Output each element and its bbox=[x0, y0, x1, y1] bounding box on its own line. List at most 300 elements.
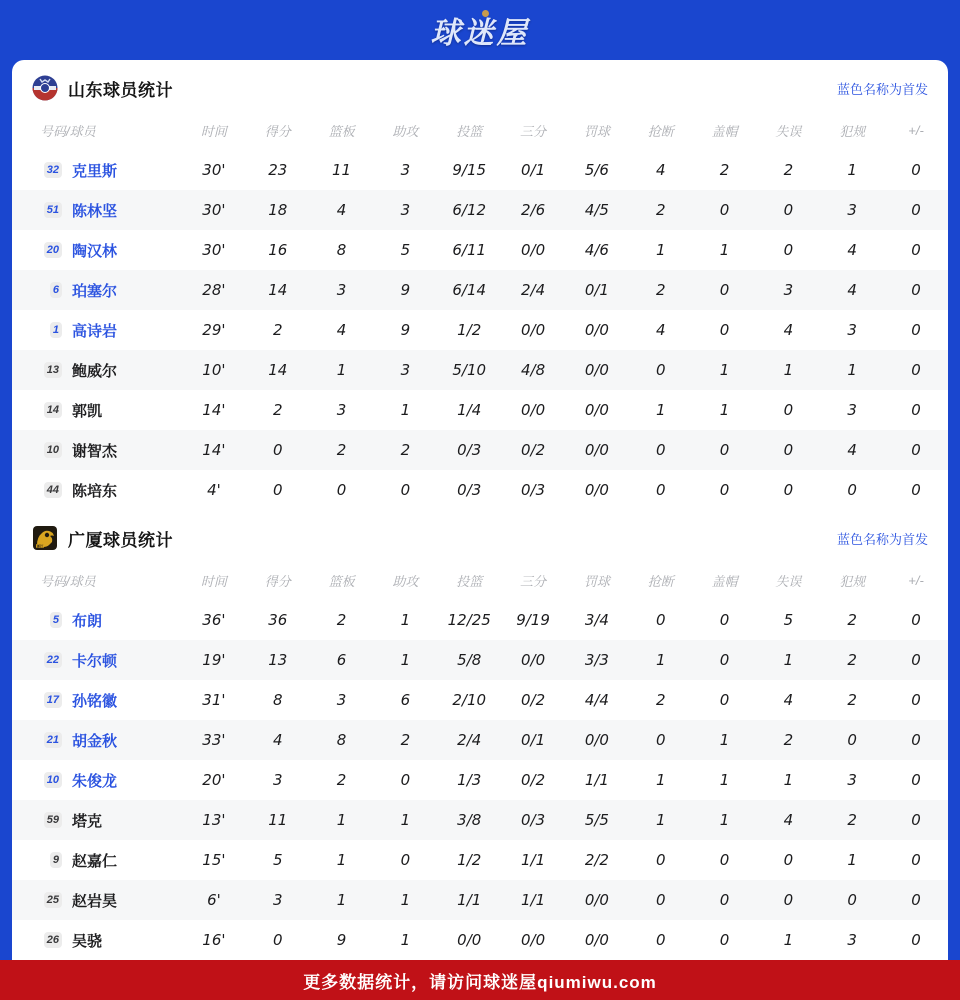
stat-value: 0 bbox=[719, 611, 730, 629]
stat-value: 5 bbox=[272, 851, 283, 869]
stat-value: 0 bbox=[783, 891, 794, 909]
player-row bbox=[12, 800, 948, 840]
player-name: 鲍威尔 bbox=[72, 362, 118, 380]
stat-value: 29' bbox=[202, 321, 226, 339]
stat-value: 0/0 bbox=[520, 241, 546, 259]
jersey-number-badge: 25 bbox=[44, 892, 62, 908]
stat-value: 36' bbox=[202, 611, 226, 629]
stat-value: 2 bbox=[655, 281, 666, 299]
stat-value: 16 bbox=[268, 241, 288, 259]
stat-value: 4 bbox=[655, 321, 666, 339]
stat-value: 0 bbox=[911, 201, 921, 219]
guangsha-team-logo bbox=[32, 525, 58, 551]
stat-value: 0 bbox=[911, 891, 921, 909]
stat-value: 0 bbox=[847, 891, 857, 909]
stat-value: 0 bbox=[783, 441, 794, 459]
stat-value: 1 bbox=[336, 851, 347, 869]
stat-value: 8 bbox=[336, 731, 347, 749]
jersey-number-badge: 17 bbox=[44, 692, 62, 708]
stat-value: 1 bbox=[655, 241, 666, 259]
stat-value: 23 bbox=[268, 161, 288, 179]
stat-value: 3/3 bbox=[584, 651, 609, 669]
stat-value: 0/0 bbox=[584, 731, 609, 749]
stat-value: 11 bbox=[332, 161, 352, 179]
stat-value: 0/0 bbox=[584, 931, 609, 949]
stat-value: 1 bbox=[400, 401, 411, 419]
player-row bbox=[12, 310, 948, 350]
stat-value: 0 bbox=[911, 771, 921, 789]
stat-value: 9/15 bbox=[452, 161, 487, 179]
player-name: 克里斯 bbox=[72, 162, 118, 180]
column-header: 罚球 bbox=[583, 573, 610, 589]
column-header: 号码/球员 bbox=[40, 123, 96, 139]
stat-value: 3 bbox=[847, 321, 857, 339]
starter-note: 蓝色名称为首发 bbox=[836, 81, 928, 97]
column-header: 失误 bbox=[775, 573, 802, 589]
stat-value: 0/0 bbox=[584, 891, 609, 909]
stat-value: 4 bbox=[655, 161, 666, 179]
stat-value: 36 bbox=[268, 611, 288, 629]
player-name: 郭凯 bbox=[72, 402, 103, 420]
stat-value: 0 bbox=[719, 321, 730, 339]
stat-value: 2 bbox=[847, 811, 857, 829]
stat-value: 3 bbox=[847, 201, 857, 219]
jersey-number-badge: 20 bbox=[44, 242, 62, 258]
jersey-number-badge: 9 bbox=[50, 852, 62, 868]
stat-value: 1 bbox=[400, 611, 411, 629]
stat-value: 3 bbox=[400, 201, 411, 219]
stat-value: 0 bbox=[783, 241, 794, 259]
stat-value: 2/10 bbox=[452, 691, 487, 709]
stat-value: 30' bbox=[202, 201, 226, 219]
stat-value: 1 bbox=[655, 811, 666, 829]
stat-value: 1/1 bbox=[520, 851, 546, 869]
brand-logo: 球迷屋 bbox=[430, 17, 530, 50]
jersey-number-badge: 13 bbox=[44, 362, 62, 378]
stat-value: 2 bbox=[272, 321, 283, 339]
stat-value: 0 bbox=[911, 611, 921, 629]
column-header-row bbox=[12, 110, 948, 150]
player-name: 赵嘉仁 bbox=[72, 852, 118, 870]
player-name: 赵岩昊 bbox=[72, 892, 118, 910]
column-header: 篮板 bbox=[328, 123, 355, 139]
jersey-number-badge: 10 bbox=[44, 442, 62, 458]
player-name: 陶汉林 bbox=[72, 242, 118, 260]
stat-value: 0 bbox=[719, 851, 730, 869]
stat-value: 20' bbox=[202, 771, 226, 789]
stat-value: 1 bbox=[719, 771, 730, 789]
stat-value: 1 bbox=[655, 401, 666, 419]
stat-value: 4 bbox=[336, 321, 347, 339]
stat-value: 0 bbox=[655, 361, 666, 379]
jersey-number-badge: 59 bbox=[44, 812, 62, 828]
jersey-number-badge: 26 bbox=[44, 932, 62, 948]
stat-value: 3 bbox=[783, 281, 794, 299]
stat-value: 1/1 bbox=[457, 891, 482, 909]
stat-value: 6 bbox=[336, 651, 347, 669]
stat-value: 0 bbox=[911, 731, 921, 749]
column-header: 得分 bbox=[264, 123, 291, 139]
stat-value: 1 bbox=[336, 361, 347, 379]
player-row bbox=[12, 760, 948, 800]
stat-value: 4/4 bbox=[584, 691, 609, 709]
stat-value: 2/4 bbox=[457, 731, 482, 749]
jersey-number-badge: 5 bbox=[50, 612, 62, 628]
stat-value: 3 bbox=[400, 361, 411, 379]
player-row bbox=[12, 840, 948, 880]
stat-value: 0 bbox=[911, 321, 921, 339]
column-header: 助攻 bbox=[392, 573, 419, 589]
stat-value: 14' bbox=[202, 441, 226, 459]
player-row bbox=[12, 880, 948, 920]
stat-value: 1 bbox=[847, 851, 857, 869]
stat-value: 1 bbox=[719, 401, 730, 419]
section-title: 广厦球员统计 bbox=[68, 530, 173, 550]
stat-value: 0/1 bbox=[584, 281, 609, 299]
stat-value: 33' bbox=[202, 731, 226, 749]
stat-value: 1 bbox=[719, 241, 730, 259]
column-header: 投篮 bbox=[456, 123, 483, 139]
stat-value: 0 bbox=[911, 851, 921, 869]
stat-value: 0 bbox=[911, 401, 921, 419]
stat-value: 0/2 bbox=[520, 441, 546, 459]
footer-promo-text: 更多数据统计，请访问球迷屋qiumiwu.com bbox=[303, 972, 657, 992]
stat-value: 2/2 bbox=[584, 851, 609, 869]
column-header: +/- bbox=[908, 122, 924, 138]
stat-value: 0/0 bbox=[584, 481, 609, 499]
stat-value: 0/1 bbox=[520, 161, 546, 179]
player-name: 吴骁 bbox=[72, 932, 103, 950]
stat-value: 1 bbox=[719, 811, 730, 829]
stat-value: 4/6 bbox=[584, 241, 609, 259]
player-name: 谢智杰 bbox=[72, 442, 118, 460]
stat-value: 0 bbox=[911, 931, 921, 949]
stat-value: 0/0 bbox=[520, 651, 546, 669]
column-header: 篮板 bbox=[328, 573, 355, 589]
jersey-number-badge: 32 bbox=[44, 162, 62, 178]
stat-value: 4/5 bbox=[584, 201, 609, 219]
column-header: 三分 bbox=[520, 123, 547, 139]
stat-value: 6 bbox=[400, 691, 411, 709]
stat-value: 0 bbox=[655, 611, 666, 629]
stat-value: 1 bbox=[783, 361, 794, 379]
stat-value: 0 bbox=[400, 771, 411, 789]
stat-value: 1 bbox=[847, 361, 857, 379]
stat-value: 2 bbox=[400, 441, 411, 459]
stat-value: 0/3 bbox=[520, 811, 546, 829]
stat-value: 0/0 bbox=[520, 401, 546, 419]
stat-value: 0 bbox=[719, 891, 730, 909]
stat-value: 0 bbox=[655, 851, 666, 869]
stat-value: 0 bbox=[655, 731, 666, 749]
player-name: 卡尔顿 bbox=[72, 652, 118, 670]
stat-value: 0 bbox=[783, 401, 794, 419]
stat-value: 1/2 bbox=[457, 321, 482, 339]
stat-value: 15' bbox=[202, 851, 226, 869]
stat-value: 3 bbox=[847, 401, 857, 419]
stat-value: 0 bbox=[719, 281, 730, 299]
stat-value: 0 bbox=[911, 651, 921, 669]
stat-value: 30' bbox=[202, 241, 226, 259]
player-row bbox=[12, 720, 948, 760]
player-row bbox=[12, 230, 948, 270]
stat-value: 9 bbox=[400, 281, 411, 299]
player-name: 孙铭徽 bbox=[72, 692, 118, 710]
stat-value: 0 bbox=[783, 481, 794, 499]
stat-value: 11 bbox=[268, 811, 288, 829]
stat-value: 2 bbox=[847, 651, 857, 669]
stat-value: 5 bbox=[783, 611, 794, 629]
stat-value: 14 bbox=[268, 281, 288, 299]
column-header: 罚球 bbox=[583, 123, 610, 139]
stat-value: 0 bbox=[783, 201, 794, 219]
stat-value: 19' bbox=[202, 651, 226, 669]
stat-value: 0 bbox=[719, 481, 730, 499]
stat-value: 2 bbox=[719, 161, 730, 179]
column-header: 助攻 bbox=[392, 123, 419, 139]
column-header: 时间 bbox=[200, 573, 227, 589]
stat-value: 2 bbox=[783, 731, 794, 749]
stat-value: 1/4 bbox=[457, 401, 482, 419]
stat-value: 3 bbox=[847, 931, 857, 949]
stat-value: 0 bbox=[911, 811, 921, 829]
stat-value: 5/10 bbox=[452, 361, 487, 379]
column-header: 抢断 bbox=[647, 573, 674, 589]
column-header: 号码/球员 bbox=[40, 573, 96, 589]
stat-value: 0/3 bbox=[520, 481, 546, 499]
player-name: 陈林坚 bbox=[72, 202, 118, 220]
stat-value: 0 bbox=[719, 651, 730, 669]
brand-ball-icon bbox=[482, 10, 489, 17]
stat-value: 0/0 bbox=[520, 931, 546, 949]
column-header: 犯规 bbox=[839, 123, 866, 139]
stat-value: 3 bbox=[272, 771, 283, 789]
stat-value: 6/12 bbox=[452, 201, 487, 219]
stat-value: 0 bbox=[655, 481, 666, 499]
stat-value: 0 bbox=[783, 851, 794, 869]
stat-value: 0 bbox=[911, 161, 921, 179]
app-footer bbox=[0, 960, 960, 1000]
stat-value: 4 bbox=[783, 691, 794, 709]
player-row bbox=[12, 350, 948, 390]
stat-value: 30' bbox=[202, 161, 226, 179]
stat-value: 6/11 bbox=[452, 241, 487, 259]
stat-value: 16' bbox=[202, 931, 226, 949]
stat-value: 0 bbox=[911, 281, 921, 299]
stat-value: 1/1 bbox=[520, 891, 546, 909]
jersey-number-badge: 22 bbox=[44, 652, 62, 668]
stat-value: 1 bbox=[783, 771, 794, 789]
stat-value: 0/0 bbox=[520, 321, 546, 339]
stat-value: 1 bbox=[783, 931, 794, 949]
stat-value: 4 bbox=[847, 441, 857, 459]
stat-value: 28' bbox=[202, 281, 226, 299]
stat-value: 9/19 bbox=[516, 611, 550, 629]
player-row bbox=[12, 680, 948, 720]
stat-value: 1 bbox=[336, 891, 347, 909]
stat-value: 1 bbox=[655, 771, 666, 789]
stat-value: 3 bbox=[336, 281, 347, 299]
player-stats-table bbox=[12, 560, 948, 960]
column-header: 投篮 bbox=[456, 573, 483, 589]
stat-value: 9 bbox=[336, 931, 347, 949]
player-row bbox=[12, 470, 948, 510]
stat-value: 0 bbox=[719, 691, 730, 709]
stat-value: 3 bbox=[336, 401, 347, 419]
stat-value: 0/0 bbox=[584, 441, 609, 459]
stat-value: 0 bbox=[911, 441, 921, 459]
stat-value: 0/3 bbox=[457, 481, 482, 499]
stat-value: 1/1 bbox=[584, 771, 609, 789]
player-row bbox=[12, 920, 948, 960]
player-row bbox=[12, 600, 948, 640]
player-name: 布朗 bbox=[72, 612, 103, 630]
jersey-number-badge: 14 bbox=[44, 402, 62, 418]
stat-value: 1 bbox=[719, 731, 730, 749]
stat-value: 2 bbox=[847, 691, 857, 709]
stat-value: 0 bbox=[847, 731, 857, 749]
stat-value: 3/4 bbox=[584, 611, 609, 629]
player-row bbox=[12, 390, 948, 430]
stat-value: 0 bbox=[400, 481, 411, 499]
stat-value: 2/4 bbox=[520, 281, 546, 299]
player-name: 胡金秋 bbox=[72, 732, 118, 750]
stat-value: 0/0 bbox=[584, 321, 609, 339]
stat-value: 13 bbox=[268, 651, 288, 669]
column-header: 盖帽 bbox=[711, 573, 738, 589]
stat-value: 2 bbox=[336, 771, 347, 789]
stat-value: 0 bbox=[911, 691, 921, 709]
guangsha-stats-section bbox=[12, 510, 948, 960]
player-row bbox=[12, 270, 948, 310]
stat-value: 9 bbox=[400, 321, 411, 339]
stat-value: 0 bbox=[400, 851, 411, 869]
player-name: 陈培东 bbox=[72, 482, 118, 500]
column-header: 犯规 bbox=[839, 573, 866, 589]
stat-value: 1/3 bbox=[457, 771, 482, 789]
stat-value: 2 bbox=[336, 441, 347, 459]
player-name: 塔克 bbox=[72, 812, 103, 830]
stat-value: 0 bbox=[272, 441, 283, 459]
player-name: 朱俊龙 bbox=[72, 772, 118, 790]
jersey-number-badge: 6 bbox=[50, 282, 62, 298]
stat-value: 2 bbox=[783, 161, 794, 179]
stat-value: 4 bbox=[847, 241, 857, 259]
column-header: 得分 bbox=[264, 573, 291, 589]
stat-value: 0 bbox=[272, 931, 283, 949]
stat-value: 8 bbox=[272, 691, 283, 709]
stat-value: 1 bbox=[655, 651, 666, 669]
stat-value: 8 bbox=[336, 241, 347, 259]
stat-value: 0 bbox=[911, 481, 921, 499]
player-name: 珀塞尔 bbox=[72, 282, 118, 300]
stat-value: 4/8 bbox=[520, 361, 546, 379]
stat-value: 3 bbox=[847, 771, 857, 789]
stat-value: 4 bbox=[847, 281, 857, 299]
stat-value: 3 bbox=[272, 891, 283, 909]
stat-value: 0 bbox=[719, 931, 730, 949]
column-header: 失误 bbox=[775, 123, 802, 139]
stat-value: 2 bbox=[336, 611, 347, 629]
stat-value: 0 bbox=[719, 441, 730, 459]
column-header: 时间 bbox=[200, 123, 227, 139]
stat-value: 4' bbox=[207, 481, 221, 499]
stat-value: 1/2 bbox=[457, 851, 482, 869]
column-header: 抢断 bbox=[647, 123, 674, 139]
stat-value: 6' bbox=[207, 891, 221, 909]
stat-value: 31' bbox=[202, 691, 226, 709]
stat-value: 14 bbox=[268, 361, 288, 379]
stat-value: 1 bbox=[400, 651, 411, 669]
stat-value: 12/25 bbox=[447, 611, 491, 629]
app-header bbox=[0, 0, 960, 60]
stat-value: 1 bbox=[400, 931, 411, 949]
stat-value: 0 bbox=[911, 361, 921, 379]
column-header: 盖帽 bbox=[711, 123, 738, 139]
stat-value: 3 bbox=[400, 161, 411, 179]
starter-note: 蓝色名称为首发 bbox=[836, 531, 928, 547]
stat-value: 1 bbox=[336, 811, 347, 829]
stat-value: 0/0 bbox=[584, 401, 609, 419]
stat-value: 0/0 bbox=[584, 361, 609, 379]
column-header-row bbox=[12, 560, 948, 600]
stat-value: 2 bbox=[847, 611, 857, 629]
stat-value: 0 bbox=[847, 481, 857, 499]
stat-value: 4 bbox=[783, 811, 794, 829]
player-row bbox=[12, 430, 948, 470]
player-row bbox=[12, 150, 948, 190]
stat-value: 2 bbox=[655, 201, 666, 219]
stat-value: 0 bbox=[719, 201, 730, 219]
jersey-number-badge: 21 bbox=[44, 732, 62, 748]
stat-value: 18 bbox=[268, 201, 288, 219]
column-header: +/- bbox=[908, 572, 924, 588]
stat-value: 1 bbox=[847, 161, 857, 179]
stat-value: 5 bbox=[400, 241, 411, 259]
stat-value: 2 bbox=[400, 731, 411, 749]
stat-value: 0 bbox=[272, 481, 283, 499]
stat-value: 0 bbox=[336, 481, 347, 499]
player-name: 高诗岩 bbox=[72, 322, 118, 340]
stat-value: 0 bbox=[655, 441, 666, 459]
jersey-number-badge: 51 bbox=[44, 202, 62, 218]
stat-value: 1 bbox=[783, 651, 794, 669]
stat-value: 10' bbox=[202, 361, 226, 379]
stat-value: 0/2 bbox=[520, 771, 546, 789]
column-header: 三分 bbox=[520, 573, 547, 589]
svg-text:浙江: 浙江 bbox=[36, 544, 44, 549]
stat-value: 6/14 bbox=[452, 281, 487, 299]
stat-value: 0/0 bbox=[457, 931, 482, 949]
player-row bbox=[12, 190, 948, 230]
stat-value: 5/5 bbox=[584, 811, 609, 829]
stat-value: 1 bbox=[719, 361, 730, 379]
stat-value: 0 bbox=[911, 241, 921, 259]
jersey-number-badge: 10 bbox=[44, 772, 62, 788]
section-title: 山东球员统计 bbox=[68, 80, 173, 100]
stat-value: 0 bbox=[655, 931, 666, 949]
stat-value: 1 bbox=[400, 891, 411, 909]
player-stats-table bbox=[12, 110, 948, 510]
stat-value: 4 bbox=[336, 201, 347, 219]
stat-value: 3/8 bbox=[457, 811, 482, 829]
jersey-number-badge: 44 bbox=[44, 482, 62, 498]
stats-card bbox=[12, 60, 948, 960]
stat-value: 4 bbox=[783, 321, 794, 339]
stat-value: 2/6 bbox=[520, 201, 546, 219]
stat-value: 0 bbox=[655, 891, 666, 909]
shandong-team-logo bbox=[32, 75, 58, 101]
